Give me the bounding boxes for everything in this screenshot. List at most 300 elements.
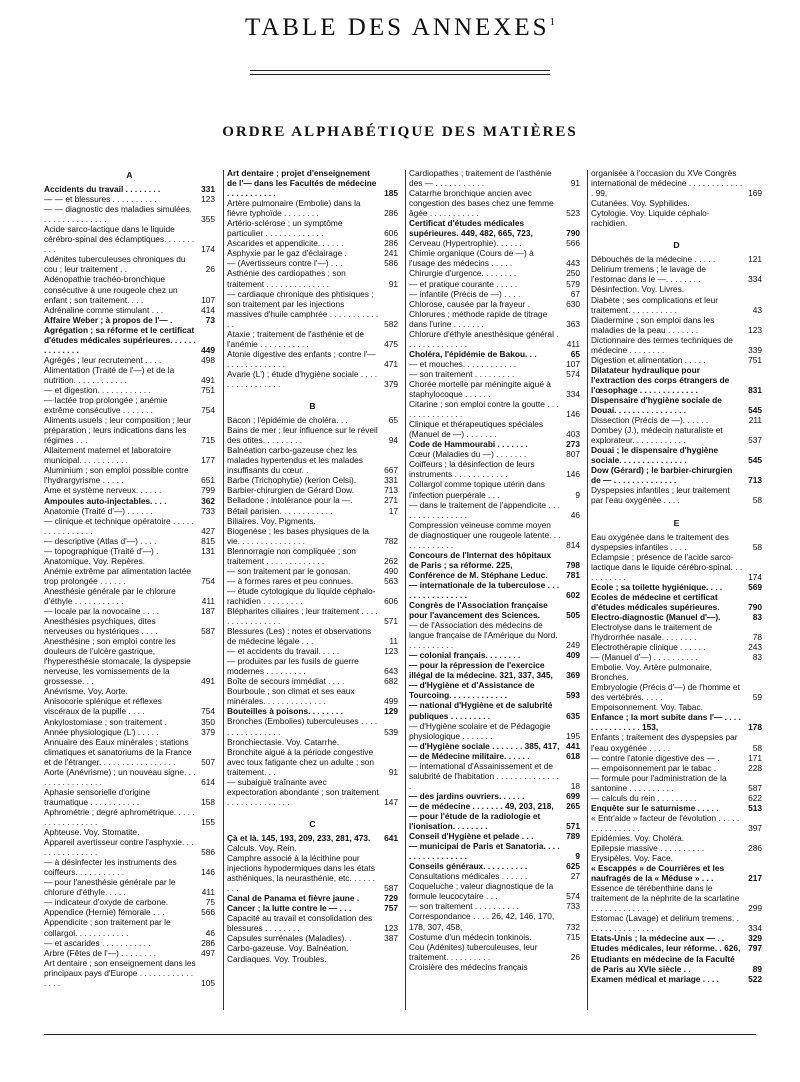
entry-page-number: 369 xyxy=(566,670,580,681)
entry-text: Chlorose, causée par la frayeur . xyxy=(409,298,531,309)
entry-text: Etats-Unis ; la médecine aux — . . xyxy=(591,933,725,944)
entry-text: — — et blessures . . . . . . . . . . xyxy=(44,194,157,205)
entry-page-number: 286 xyxy=(384,238,398,249)
index-entry xyxy=(409,299,580,309)
index-entry xyxy=(409,841,580,861)
entry-page-number: 331 xyxy=(201,184,215,195)
entry-page-number: 409 xyxy=(566,650,580,661)
index-entry xyxy=(591,415,762,425)
section-letter: D xyxy=(673,240,680,251)
index-entry xyxy=(44,566,215,586)
entry-text: Atonie digestive des enfants ; contre l'— . . . . . . . . . . . . . xyxy=(227,348,376,369)
entry-page-number: 491 xyxy=(201,676,215,687)
index-entry xyxy=(44,395,215,415)
entry-text: Epilepsie massive . . . . . . . . . . xyxy=(591,843,705,853)
index-entry xyxy=(591,773,762,793)
entry-page-number: 815 xyxy=(201,535,215,546)
entry-text: — infantile (Précis de —) . . . . xyxy=(409,288,521,299)
entry-page-number: 713 xyxy=(384,485,398,496)
entry-page-number: 586 xyxy=(201,847,215,858)
index-entry xyxy=(227,646,398,656)
entry-text: — dans le traitement de l'appendicite . . . . . . . . . . . . . . . . xyxy=(409,499,560,520)
index-entry xyxy=(227,546,398,566)
index-entry xyxy=(227,506,398,516)
index-entry xyxy=(44,958,215,988)
entry-page-number: 17 xyxy=(388,505,398,516)
entry-text: « Entr'aide » facteur de l'évolution . . . . . . . . . . . . . . . . xyxy=(591,812,740,833)
entry-text: Choléra, l'épidémie de Bakou. . . xyxy=(409,348,537,359)
index-entry xyxy=(44,204,215,224)
entry-page-number: 729 xyxy=(384,893,398,904)
entry-page-number: 123 xyxy=(384,923,398,934)
entry-text: Examen médical et mariage . . . . xyxy=(591,973,719,984)
entry-text: Ascarides et appendicite. . . . . . xyxy=(227,238,344,249)
index-entry xyxy=(409,289,580,299)
index-entry xyxy=(227,445,398,475)
entry-page-number: 18 xyxy=(570,780,580,791)
index-entry xyxy=(227,198,398,218)
entry-page-number: 566 xyxy=(566,238,580,249)
entry-text: Coiffeurs ; la désinfection de leurs instruments . . . . . . . . . . . . xyxy=(409,459,535,480)
entry-text: — de Médecine militaire. . . . . . xyxy=(409,750,530,761)
index-entry xyxy=(227,893,398,903)
index-entry xyxy=(409,570,580,580)
index-entry xyxy=(44,224,215,254)
entry-page-number: 449 xyxy=(201,344,215,355)
index-entry xyxy=(227,626,398,646)
entry-text: Conseil d'Hygiène et pelade . . . xyxy=(409,831,534,842)
entry-text: Anatomie (Traité d'—) . . . . . . xyxy=(44,505,153,516)
entry-text: Consultations médicales . . . . . . xyxy=(409,871,528,882)
section-gap xyxy=(591,506,762,516)
entry-text: Diadermine ; son emploi dans les maladies de la peau . . . . . . . xyxy=(591,314,715,335)
index-entry xyxy=(409,911,580,931)
entry-page-number: 579 xyxy=(566,278,580,289)
entry-page-number: 715 xyxy=(201,435,215,446)
entry-text: — pour la répression de l'exercice illégal de la médecine. 321, 337, 345, xyxy=(409,660,553,681)
entry-text: Erysipèles. Voy. Face. xyxy=(591,853,673,864)
index-entry xyxy=(591,974,762,984)
entry-page-number: 789 xyxy=(566,831,580,842)
index-entry xyxy=(591,803,762,813)
entry-text: Art dentaire ; son enseignement dans les principaux pays d'Europe . . . . . . . . . . . . . . . . xyxy=(44,957,196,988)
entry-page-number: 339 xyxy=(748,344,762,355)
index-entry xyxy=(227,526,398,546)
entry-text: Bronches (Embolies) tuberculeuses . . . . . . . . . . . . . . . . xyxy=(227,716,378,737)
index-entry xyxy=(409,861,580,871)
entry-text: — calculs du rein . . . . . . . . . xyxy=(591,792,697,803)
entry-page-number: 602 xyxy=(566,589,580,600)
entry-text: Bourboule ; son climat et ses eaux minérales. . . . . . . . . . . . . . xyxy=(227,686,355,707)
index-entry xyxy=(591,485,762,505)
index-entry xyxy=(44,194,215,204)
entry-text: Blessures (Les) : notes et observations de médecine légale . . . xyxy=(227,626,372,647)
index-entry xyxy=(591,652,762,662)
index-entry xyxy=(44,686,215,696)
entry-text: Agrégation ; sa réforme et le certificat d'études médicales supérieures. . . . . . . . . . . . . . xyxy=(44,324,196,355)
entry-page-number: 379 xyxy=(201,726,215,737)
entry-page-number: 146 xyxy=(566,469,580,480)
entry-text: Digestion et alimentation . . . . . xyxy=(591,354,706,365)
entry-page-number: 89 xyxy=(752,963,762,974)
index-entry xyxy=(409,751,580,761)
index-entry xyxy=(44,696,215,716)
entry-page-number: 499 xyxy=(384,696,398,707)
index-entry xyxy=(409,801,580,811)
index-entry xyxy=(44,536,215,546)
entry-text: Affaire Weber ; à propos de l'— . xyxy=(44,314,173,325)
entry-text: Calculs. Voy. Rein. xyxy=(227,843,297,853)
section-gap xyxy=(227,807,398,817)
index-entry xyxy=(44,305,215,315)
entry-text: Croisière des médecins français xyxy=(409,961,528,972)
entry-text: Canal de Panama et fièvre jaune . xyxy=(227,893,360,904)
entry-page-number: 83 xyxy=(752,652,762,663)
entry-text: Ataxie ; traitement de l'asthénie et de l'anémie . . . . . . . . . . . xyxy=(227,328,365,349)
entry-page-number: 9 xyxy=(575,489,580,500)
entry-text: Etudes médicales, leur réforme. . 626, xyxy=(591,943,741,954)
index-entry xyxy=(591,954,762,974)
entry-page-number: 798 xyxy=(566,559,580,570)
section-letter: B xyxy=(309,401,316,412)
entry-page-number: 195 xyxy=(566,730,580,741)
entry-page-number: 73 xyxy=(205,314,215,325)
entry-text: Dispensaire d'hygiène sociale de Douai. . . . . . . . . . . . . . . . xyxy=(591,394,722,416)
entry-page-number: 43 xyxy=(752,304,762,315)
entry-text: — national d'Hygiène et de salubrité publiques . . . . . . . . . xyxy=(409,700,553,721)
section-gap xyxy=(227,389,398,399)
index-entry xyxy=(591,264,762,284)
entry-page-number: 471 xyxy=(384,358,398,369)
index-entry xyxy=(591,843,762,853)
entry-page-number: 121 xyxy=(748,254,762,265)
index-entry xyxy=(44,254,215,274)
index-entry xyxy=(591,943,762,953)
entry-page-number: 27 xyxy=(570,871,580,882)
entry-text: Estomac (Lavage) et delirium tremens. . . . . . . . . . . . . . . . xyxy=(591,913,739,934)
entry-page-number: 123 xyxy=(384,646,398,657)
entry-page-number: 286 xyxy=(201,937,215,948)
entry-page-number: 635 xyxy=(566,710,580,721)
entry-page-number: 545 xyxy=(748,405,762,416)
page-title: TABLE DES ANNEXES$^1$ xyxy=(244,14,556,41)
entry-page-number: 799 xyxy=(201,485,215,496)
index-entry xyxy=(44,506,215,516)
index-entry xyxy=(227,933,398,943)
entry-text: Chorée mortelle par méningite aiguë à staphylocoque . . . . . . xyxy=(409,378,551,400)
index-entry xyxy=(409,349,580,359)
entry-text: Aluminium ; son emploi possible contre l'hydrargyrisme . . . . . xyxy=(44,465,189,486)
entry-text: — pour l'étude de la radiologie et l'ionisation. . . . . . . . xyxy=(409,811,541,832)
index-entry xyxy=(409,309,580,329)
entry-text: Congrès de l'Association française pour l'avancement des Sciences. xyxy=(409,600,548,621)
index-entry xyxy=(44,938,215,948)
index-entry xyxy=(44,897,215,907)
entry-text: Année physiologique (L') . . . . . xyxy=(44,726,159,737)
entry-page-number: 155 xyxy=(201,817,215,827)
entry-text: Bains de mer ; leur influence sur le réveil des otites. . . . . . . . . xyxy=(227,425,378,446)
entry-text: Certificat d'études médicales supérieures. 449, 482, 665, 723, xyxy=(409,218,533,239)
index-entry xyxy=(591,833,762,843)
entry-page-number: 545 xyxy=(748,455,762,466)
entry-page-number: 26 xyxy=(570,951,580,962)
index-entry xyxy=(44,807,215,827)
entry-page-number: 587 xyxy=(748,782,762,793)
index-entry xyxy=(227,425,398,445)
entry-text: — son traitement . . . . . . . . . . xyxy=(409,901,519,912)
index-entry xyxy=(227,586,398,606)
index-entry xyxy=(409,580,580,600)
entry-text: Anesthésie générale par le chlorure d'éthyle . . . . . . . . . . . xyxy=(44,585,176,606)
entry-text: Enfants ; traitement des dyspepsies par l'eau oxygénée . . . . . xyxy=(591,732,738,753)
entry-page-number: 566 xyxy=(201,907,215,918)
entry-text: — et digestion. . . . . . . . . . . . xyxy=(44,384,151,395)
entry-text: Artère pulmonaire (Embolie) dans la fièvre typhoïde . . . . . . . . xyxy=(227,198,361,219)
entry-page-number: 733 xyxy=(201,505,215,516)
entry-page-number: 513 xyxy=(748,802,762,813)
index-entry xyxy=(44,325,215,355)
entry-page-number: 67 xyxy=(570,288,580,299)
index-entry xyxy=(409,831,580,841)
entry-page-number: 334 xyxy=(566,389,580,400)
entry-page-number: 107 xyxy=(566,358,580,369)
entry-page-number: 411 xyxy=(201,595,215,606)
index-entry xyxy=(227,853,398,893)
entry-text: Essence de térébenthine dans le traitement de la néphrite de la scarlatine . . . . . . . . . . . . . xyxy=(591,883,740,914)
entry-page-number: 682 xyxy=(384,676,398,687)
entry-page-number: 177 xyxy=(201,455,215,466)
index-entry xyxy=(44,465,215,485)
entry-page-number: 403 xyxy=(566,429,580,440)
entry-text: — et mouches. . . . . . . . . . . . xyxy=(409,358,517,369)
entry-text: Bétail parisien. . . . . . . . . . . . xyxy=(227,505,333,516)
entry-text: Chlorure d'éthyle anesthésique général . . . . . . . . . . . . . . xyxy=(409,328,559,349)
index-entry xyxy=(409,741,580,751)
index-entry xyxy=(409,218,580,238)
index-entry xyxy=(591,465,762,485)
entry-text: — d'Hygiène sociale . . . . . . . 385, 417, xyxy=(409,740,560,751)
entry-page-number: 587 xyxy=(201,626,215,637)
entry-page-number: 523 xyxy=(566,208,580,219)
index-column-4 xyxy=(591,168,762,984)
entry-text: Annuaire des Eaux minérales ; stations climatiques et sanatoriums de la France et de l'étranger. . . . . . . . . . . . . . . . . xyxy=(44,736,192,767)
entry-text: Conseils généraux. . . . . . . . . . xyxy=(409,861,528,872)
entry-page-number: 667 xyxy=(384,465,398,476)
entry-text: Allaitement maternel et laboratoire municipal. . . . . . . . . . . xyxy=(44,445,172,466)
index-column-1 xyxy=(44,168,215,988)
index-entry xyxy=(591,335,762,355)
entry-page-number: 790 xyxy=(566,228,580,239)
entry-page-number: 733 xyxy=(566,901,580,912)
index-entry xyxy=(44,415,215,445)
page-subtitle: ORDRE ALPHABÉTIQUE DES MATIÈRES xyxy=(222,124,578,140)
entry-page-number: 379 xyxy=(384,378,398,389)
entry-page-number: 187 xyxy=(201,606,215,617)
entry-page-number: 754 xyxy=(201,575,215,586)
entry-text: Anesthésies psychiques, dites nerveuses ou hystériques . . . . xyxy=(44,616,158,637)
index-entry xyxy=(44,315,215,325)
index-entry xyxy=(227,686,398,706)
entry-text: Etudiants en médecine de la Faculté de Paris au XVIe siècle . . xyxy=(591,953,735,974)
entry-page-number: 781 xyxy=(566,569,580,580)
entry-page-number: 414 xyxy=(201,304,215,315)
entry-text: Chlorures ; méthode rapide de titrage dans l'urine . . . . . . . xyxy=(409,308,548,329)
entry-text: Bronchite aiguë à la période congestive avec toux fatigante chez un adulte ; son traitement. . . xyxy=(227,746,375,777)
entry-page-number: 217 xyxy=(748,873,762,884)
index-entry xyxy=(409,811,580,831)
entry-page-number: 539 xyxy=(384,726,398,737)
entry-page-number: 265 xyxy=(566,800,580,811)
index-entry xyxy=(591,753,762,763)
entry-page-number: 790 xyxy=(748,601,762,612)
entry-text: Dow (Gérard) ; le barbier-chirurgien de — . . . . . . . . . . . . . . xyxy=(591,465,733,486)
entry-text: — colonial français. . . . . . . . xyxy=(409,650,521,661)
index-entry xyxy=(591,315,762,335)
index-entry xyxy=(44,445,215,465)
index-entry xyxy=(409,932,580,942)
entry-text: Blennorragie non compliquée ; son traitement . . . . . . . . . . . . . xyxy=(227,545,356,566)
entry-page-number: 582 xyxy=(384,318,398,329)
entry-text: Anatomique. Voy. Repères. xyxy=(44,555,145,566)
entry-page-number: 355 xyxy=(201,214,215,225)
index-entry xyxy=(591,612,762,622)
entry-text: Art dentaire ; projet d'enseignement de l'— dans les Facultés de médecine . . . . . . . . . . . xyxy=(227,168,377,199)
index-entry xyxy=(409,761,580,791)
entry-text: Ankylostomiase ; son traitement . xyxy=(44,716,167,727)
entry-text: Ecoles de médecine et certificat d'études médicales supérieures. xyxy=(591,591,720,612)
index-entry xyxy=(591,933,762,943)
entry-page-number: 497 xyxy=(201,947,215,958)
index-entry xyxy=(227,495,398,505)
index-entry xyxy=(591,168,762,198)
index-entry xyxy=(591,622,762,642)
entry-text: Bronchiectasie. Voy. Catarrhe. xyxy=(227,736,340,747)
entry-text: Agrégés ; leur recrutement . . . . xyxy=(44,354,162,365)
title-footnote-mark: 1 xyxy=(549,16,556,28)
index-entry xyxy=(44,787,215,807)
index-entry xyxy=(44,184,215,194)
entry-page-number: 171 xyxy=(748,752,762,763)
entry-page-number: 9 xyxy=(575,851,580,862)
index-entry xyxy=(409,439,580,449)
entry-text: Douai ; le dispensaire d'hygiène sociale. . . . . . . . . . . . . . . xyxy=(591,445,719,466)
entry-page-number: 606 xyxy=(384,595,398,606)
index-entry xyxy=(409,479,580,499)
entry-page-number: 574 xyxy=(566,891,580,902)
entry-text: Désinfection. Voy. Livres. xyxy=(591,284,685,295)
column-divider xyxy=(587,170,588,1010)
entry-text: Eclampsie ; présence de l'acide sarco-lactique dans le liquide cérébro-spinal. . . . . . . . . . . xyxy=(591,551,743,582)
index-entry xyxy=(44,827,215,837)
index-entry xyxy=(409,399,580,419)
entry-text: Compression veineuse comme moyen de diagnostiquer une rougeole latente. . . . . . . . . . . . . xyxy=(409,519,561,550)
entry-text: Carbo-gazeuse. Voy. Balnéation. xyxy=(227,943,349,954)
index-entry xyxy=(591,763,762,773)
entry-text: Code de Hammourabi . . . . . . . xyxy=(409,439,528,450)
index-entry xyxy=(44,717,215,727)
index-entry xyxy=(591,863,762,883)
entry-text: Aliments usuels ; leur composition ; leur préparation ; leurs indications dans les régimes . . . xyxy=(44,415,192,446)
index-entry xyxy=(227,168,398,198)
entry-page-number: 26 xyxy=(205,264,215,275)
entry-text: Ecole ; sa toilette hygiénique. . . . xyxy=(591,581,723,592)
index-entry xyxy=(44,636,215,686)
index-entry xyxy=(227,349,398,369)
entry-page-number: 754 xyxy=(201,405,215,416)
entry-text: Asthénie des cardiopathes ; son traitement . . . . . . . . . . . . . . xyxy=(227,268,346,289)
index-entry xyxy=(591,284,762,294)
entry-text: Ame et système nerveux. . . . . . xyxy=(44,485,162,496)
entry-page-number: 75 xyxy=(205,897,215,908)
index-entry xyxy=(591,295,762,315)
entry-text: Cerveau (Hypertrophie). . . . . . xyxy=(409,238,522,249)
entry-page-number: 797 xyxy=(748,943,762,954)
index-entry xyxy=(227,485,398,495)
index-entry xyxy=(591,552,762,582)
entry-text: Biogenèse ; les bases physiques de la vie. . . . . . . . . . . . . . . xyxy=(227,525,369,546)
index-entry xyxy=(409,791,580,801)
entry-page-number: 58 xyxy=(752,495,762,506)
entry-text: Débouchés de la médecine . . . . . xyxy=(591,254,716,265)
entry-text: Aorte (Anévrisme) ; un nouveau signe. . . . . . . . . . . . . . . . xyxy=(44,766,196,787)
index-entry xyxy=(409,721,580,741)
index-entry xyxy=(44,274,215,304)
entry-text: Costume d'un médecin tonkinois. xyxy=(409,931,532,942)
entry-text: — indicateur d'oxyde de carbone. xyxy=(44,897,169,908)
index-entry xyxy=(227,716,398,736)
entry-text: Citarine ; son emploi contre la goutte . . . . . . . . . . . . . . . xyxy=(409,399,559,420)
entry-text: Barbe (Trichophytie) (kerion Celsi). xyxy=(227,475,357,486)
index-entry xyxy=(591,582,762,592)
entry-text: Electrothérapie clinique . . . . . . xyxy=(591,642,706,653)
entry-text: — contre l'atonie digestive des — . xyxy=(591,752,720,763)
index-entry xyxy=(591,532,762,552)
column-divider xyxy=(405,170,406,1010)
entry-page-number: 491 xyxy=(201,374,215,385)
index-entry xyxy=(227,576,398,586)
entry-page-number: 185 xyxy=(384,188,398,199)
index-entry xyxy=(409,962,580,972)
index-entry xyxy=(44,365,215,385)
entry-page-number: 241 xyxy=(384,248,398,259)
entry-text: « Escappés » de Courrières et les naufragés de la « Méduse » . . . xyxy=(591,863,725,884)
entry-text: — et accidents du travail. . . . . xyxy=(227,646,340,657)
entry-text: Belladone ; intolérance pour la —. xyxy=(227,495,353,506)
entry-text: — d'Hygiène scolaire et de Pédagogie physiologique . . . . . . . xyxy=(409,720,551,741)
index-entry xyxy=(227,606,398,626)
entry-text: Cardiaques. Voy. Troubles. xyxy=(227,953,327,964)
index-entry xyxy=(227,843,398,853)
entry-page-number: 411 xyxy=(566,338,580,349)
entry-text: — de médecine . . . . . . . 49, 203, 218, xyxy=(409,800,554,811)
index-entry xyxy=(409,188,580,218)
entry-page-number: 593 xyxy=(566,690,580,701)
entry-text: — à désinfecter les instruments des coiffeurs. . . . . . . . . . . xyxy=(44,857,177,878)
entry-text: Embolie. Voy. Artère pulmonaire, Bronches. xyxy=(591,662,712,683)
entry-text: Adénopathie trachéo-bronchique consécutive à une rougeole chez un enfant ; son traitement. . . . xyxy=(44,274,178,305)
entry-text: — des jardins ouvriers. . . . . . xyxy=(409,790,525,801)
entry-page-number: 299 xyxy=(748,903,762,914)
index-entry xyxy=(227,238,398,248)
entry-page-number: 174 xyxy=(748,571,762,582)
entry-page-number: 507 xyxy=(201,756,215,767)
index-entry xyxy=(409,600,580,620)
index-entry xyxy=(591,425,762,445)
entry-page-number: 243 xyxy=(748,642,762,653)
index-entry xyxy=(227,516,398,526)
entry-text: Capacité au travail et consolidation des blessures . . . . . . . . xyxy=(227,913,373,934)
entry-text: Cancer ; la lutte contre le — . . . xyxy=(227,903,352,914)
